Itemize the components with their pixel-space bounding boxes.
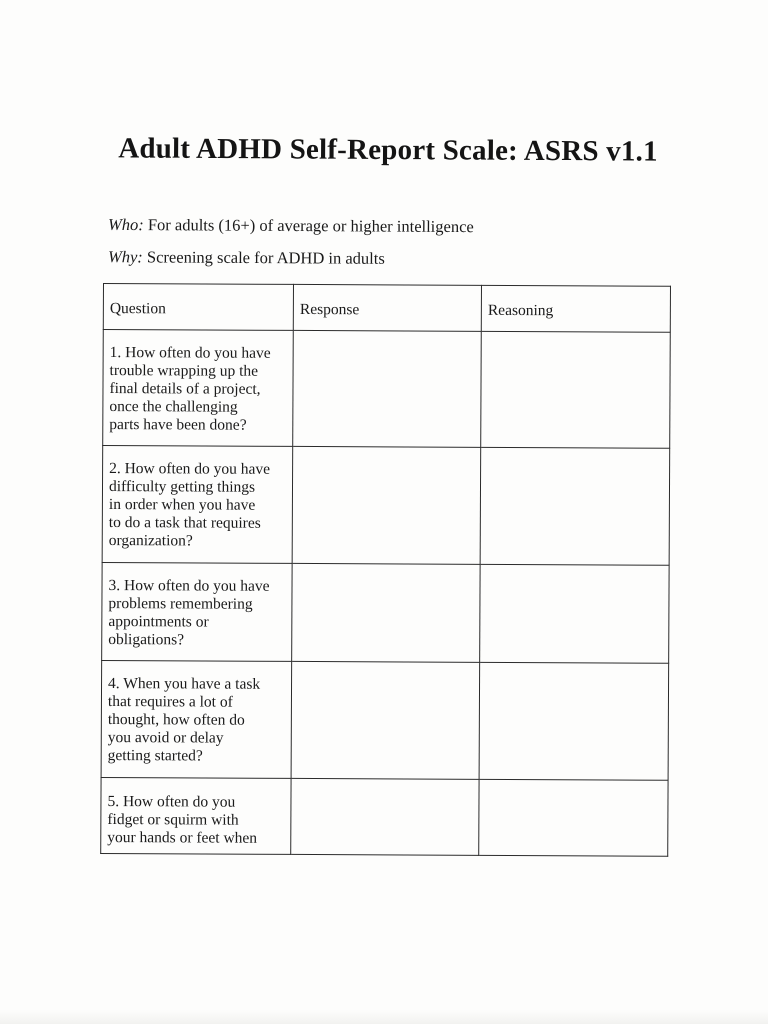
response-cell[interactable] bbox=[293, 330, 482, 447]
header-reasoning: Reasoning bbox=[481, 285, 670, 332]
reasoning-cell[interactable] bbox=[479, 662, 669, 780]
question-cell bbox=[102, 446, 293, 564]
screening-table bbox=[100, 283, 671, 857]
response-cell[interactable] bbox=[291, 778, 479, 855]
scan-bottom-edge bbox=[0, 1010, 768, 1024]
header-response: Response bbox=[293, 284, 481, 331]
table-row bbox=[102, 562, 669, 663]
header-question: Question bbox=[103, 284, 293, 331]
who-text: For adults (16+) of average or higher intelligence bbox=[143, 215, 474, 237]
response-cell[interactable] bbox=[292, 446, 481, 564]
question-cell bbox=[103, 330, 294, 447]
question-text: 3. How often do you have problems remembering appointments or obligations? bbox=[108, 577, 270, 649]
question-cell bbox=[101, 660, 292, 778]
question-text: 4. When you have a task that requires a lot of thought, how often do you avoid or delay getting started? bbox=[107, 675, 261, 765]
table-row bbox=[102, 446, 670, 566]
document-title: Adult ADHD Self-Report Scale: ASRS v1.1 bbox=[118, 132, 658, 168]
response-cell[interactable] bbox=[292, 563, 480, 662]
who-line bbox=[108, 215, 474, 237]
why-label: Why: bbox=[107, 247, 143, 267]
question-text: 1. How often do you have trouble wrapping up the final details of a project, once the challenging parts have been done? bbox=[109, 344, 271, 434]
table-row bbox=[101, 777, 668, 856]
question-cell bbox=[102, 562, 292, 661]
why-text: Screening scale for ADHD in adults bbox=[142, 247, 385, 268]
question-text: 2. How often do you have difficulty getting things in order when you have to do a task that requires organization? bbox=[108, 460, 271, 550]
reasoning-cell[interactable] bbox=[480, 564, 669, 663]
reasoning-cell[interactable] bbox=[480, 447, 670, 565]
reasoning-cell[interactable] bbox=[479, 779, 668, 856]
table-row bbox=[101, 660, 669, 780]
question-text: 5. How often do you fidget or squirm with your hands or feet when bbox=[107, 793, 258, 847]
who-label: Who: bbox=[107, 214, 144, 235]
screening-table-wrapper bbox=[100, 283, 671, 857]
table-row bbox=[103, 330, 671, 449]
reasoning-cell[interactable] bbox=[481, 331, 671, 448]
response-cell[interactable] bbox=[291, 661, 480, 779]
why-line bbox=[108, 247, 385, 269]
table-header-row bbox=[103, 284, 670, 333]
question-cell bbox=[101, 777, 291, 854]
